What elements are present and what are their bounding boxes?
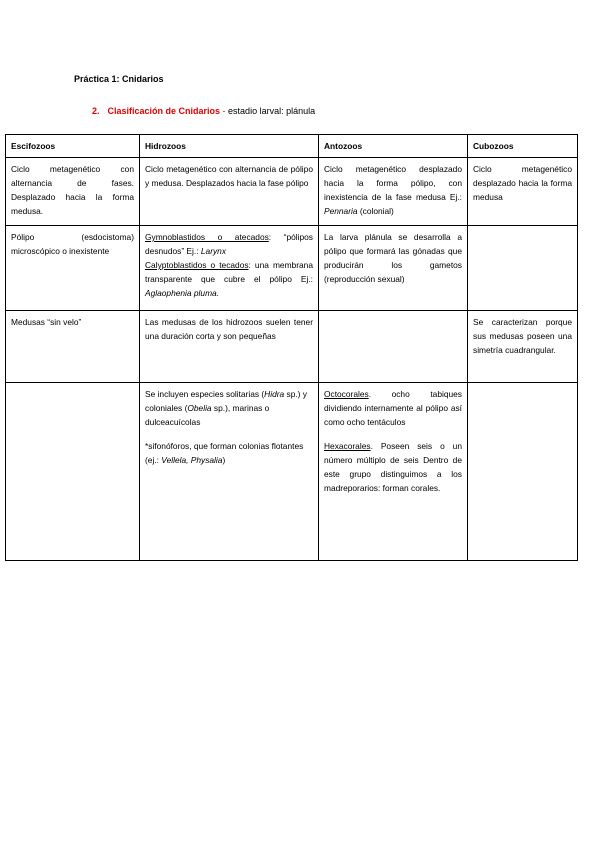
genus-larynx: Larynx bbox=[200, 246, 227, 256]
sifonoforos-text-b: ) bbox=[222, 455, 226, 465]
section-heading-title: Clasificación de Cnidarios bbox=[107, 106, 221, 116]
sifonoforos-text bbox=[145, 439, 313, 467]
gymnoblastidos-text: : “pólipos desnudos” Ej.: bbox=[145, 232, 313, 256]
cell-escifozoos-ciclo: Ciclo metagenético con alternancia de fases. Desplazado hacia la forma medusa. bbox=[6, 158, 140, 226]
cell-cubozoos-medusas: Se caracterizan porque sus medusas poseen una simetría cuadrangular. bbox=[468, 311, 578, 383]
cell-antozoos-especies bbox=[319, 383, 468, 561]
cell-antozoos-ciclo bbox=[319, 158, 468, 226]
especies-text-a: Se incluyen especies solitarias ( bbox=[145, 389, 265, 399]
cell-cubozoos-ciclo: Ciclo metagenético desplazado hacia la forma medusa bbox=[468, 158, 578, 226]
cell-escifozoos-especies bbox=[6, 383, 140, 561]
especies-text-c: sp.), marinas o dulceacuícolas bbox=[145, 403, 270, 427]
antozoos-ciclo-text: Ciclo metagenético desplazado hacia la forma pólipo, con inexistencia de la fase medusa Ej.: bbox=[324, 164, 462, 202]
cell-escifozoos-polipo: Pólipo (esdocistoma) microscópico o inexistente bbox=[6, 226, 140, 311]
section-heading-rest: estadio larval: plánula bbox=[228, 106, 316, 116]
cell-hidrozoos-medusas: Las medusas de los hidrozoos suelen tener una duración corta y son pequeñas bbox=[140, 311, 319, 383]
antozoos-ciclo-tail: (colonial) bbox=[357, 206, 394, 216]
table-row bbox=[6, 226, 578, 311]
cell-antozoos-polipo: La larva plánula se desarrolla a pólipo que formará las gónadas que producirán los gametos (reproducción sexual) bbox=[319, 226, 468, 311]
octocorales-desc: . ocho tabiques dividiendo internamente al pólipo así como ocho tentáculos bbox=[324, 389, 462, 427]
cell-escifozoos-medusas: Medusas “sin velo” bbox=[6, 311, 140, 383]
header-hidrozoos: Hidrozoos bbox=[140, 135, 319, 158]
octocorales-text bbox=[324, 387, 462, 429]
header-cubozoos: Cubozoos bbox=[468, 135, 578, 158]
term-calyptoblastidos: Calyptoblastidos o tecados bbox=[145, 260, 249, 270]
page-title: Práctica 1: Cnidarios bbox=[74, 74, 164, 84]
table-header-row bbox=[6, 135, 578, 158]
genus-pennaria: Pennaria bbox=[324, 206, 358, 216]
table-row bbox=[6, 158, 578, 226]
cell-cubozoos-polipo bbox=[468, 226, 578, 311]
genus-vellela-physalia: Vellela, Physalia bbox=[161, 455, 223, 465]
genus-hidra: Hidra bbox=[264, 389, 285, 399]
cell-hidrozoos-polipo bbox=[140, 226, 319, 311]
term-octocorales: Octocorales bbox=[324, 389, 369, 399]
sifonoforos-text-a: *sifonóforos, que forman colonias flotantes (ej.: bbox=[145, 441, 304, 465]
table-row bbox=[6, 311, 578, 383]
cell-hidrozoos-ciclo: Ciclo metagenético con alternancia de pólipo y medusa. Desplazados hacia la fase pólipo bbox=[140, 158, 319, 226]
genus-aglaophenia: Aglaophenia pluma. bbox=[145, 288, 220, 298]
calyptoblastidos-text: : una membrana transparente que cubre el pólipo Ej.: bbox=[145, 260, 313, 284]
cell-hidrozoos-especies bbox=[140, 383, 319, 561]
hexacorales-desc: . Poseen seis o un número múltiplo de seis Dentro de este grupo distinguimos a los madreporarios: forman corales. bbox=[324, 441, 462, 493]
term-hexacorales: Hexacorales bbox=[324, 441, 371, 451]
section-number: 2. bbox=[92, 106, 100, 116]
header-antozoos: Antozoos bbox=[319, 135, 468, 158]
genus-obelia: Obelia bbox=[187, 403, 212, 413]
table-row bbox=[6, 383, 578, 561]
cell-cubozoos-especies bbox=[468, 383, 578, 561]
hidrozoos-especies-text bbox=[145, 387, 313, 429]
header-escifozoos: Escifozoos bbox=[6, 135, 140, 158]
hexacorales-text bbox=[324, 439, 462, 495]
classification-table bbox=[5, 134, 578, 561]
section-heading-dash: - bbox=[220, 106, 229, 116]
section-heading bbox=[92, 106, 315, 116]
term-gymnoblastidos: Gymnoblastidos o atecados bbox=[145, 232, 269, 242]
cell-antozoos-medusas bbox=[319, 311, 468, 383]
especies-text-b: sp.) y coloniales ( bbox=[145, 389, 307, 413]
